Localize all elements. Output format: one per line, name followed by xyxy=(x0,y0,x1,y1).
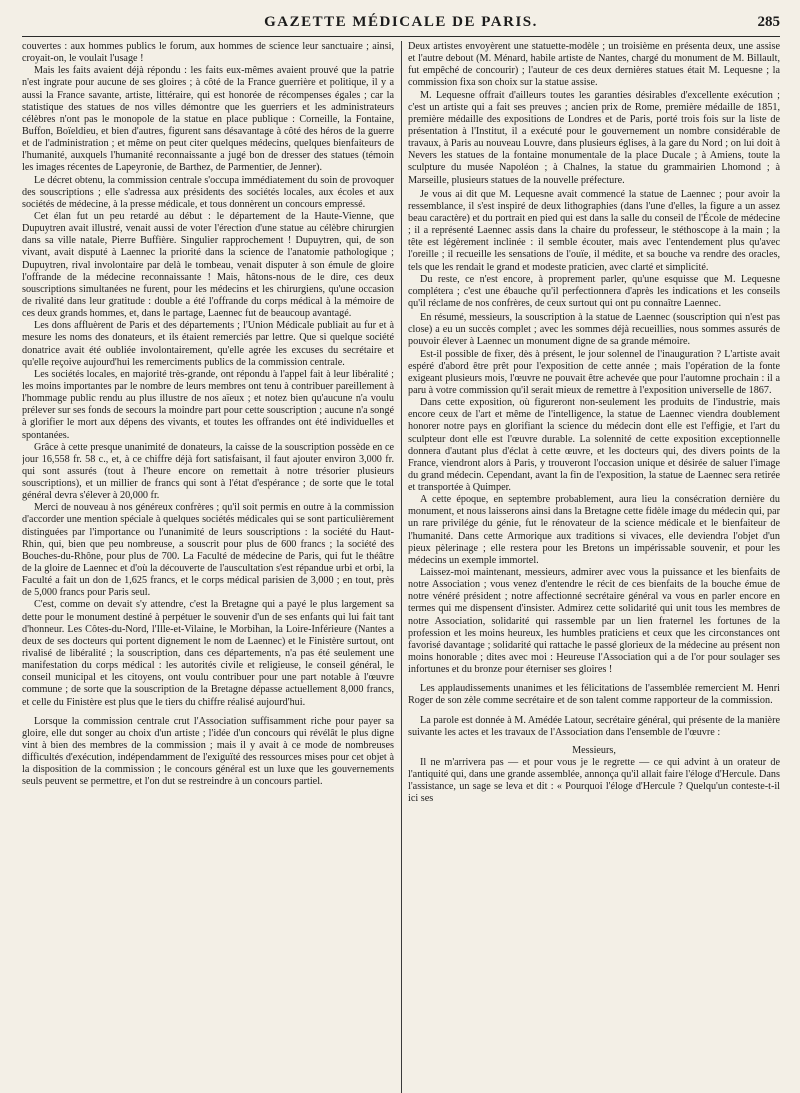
paragraph: Merci de nouveau à nos généreux confrères ; qu'il soit permis en outre à la commission d'accorder une mention spéciale à quelques sociétés médicales qui se sont particulièrement distinguées par l'importance ou l'unanimité de leurs souscriptions : la société du Haut-Rhin, qui, bien que peu nombreuse, a souscrit pour plus de 600 francs ; la société des Bouches-du-Rhône, pour plus de 700. La Faculté de médecine de Paris, qui fut le théâtre de la gloire de Laennec et d'où la découverte de l'auscultation s'est répandue urbi et orbi, la Faculté a fait un don de 1,625 francs, et le corps médical parisien de 3,000 ; en tout, près de 5,000 francs pour Paris seul. xyxy=(22,502,394,599)
paragraph: Cet élan fut un peu retardé au début : le département de la Haute-Vienne, que Dupuytren avait illustré, venait aussi de voter l'érection d'une statue au célèbre chirurgien dans sa ville natale, Pierre Buffière. Singulier rapprochement ! Dupuytren, qui, de son vivant, avait disputé à Laennec la priorité dans la science de l'anatomie pathologique ; Dupuytren, rival involontaire par delà le tombeau, venait disputer à son émule de gloire l'offrande de la médecine reconnaissante ! Mais, hâtons-nous de le dire, ces deux souscriptions simultanées ne furent, pour les médecins et les chirurgiens, qu'une occasion de rivalité dans leur gratitude : double a été l'offrande du corps médical à la mémoire de ces deux grands hommes, et, dans le partage, Laennec fut de beaucoup avantagé. xyxy=(22,210,394,320)
paragraph: Du reste, ce n'est encore, à proprement parler, qu'une esquisse que M. Lequesne complétera ; c'est une ébauche qu'il perfectionnera d'après les indications et les conseils qu'il réclame de nos confrères, de ceux surtout qui ont pu connaître Laennec. xyxy=(408,273,780,309)
paragraph: Il ne m'arrivera pas — et pour vous je le regrette — ce qui advint à un orateur de l'antiquité qui, dans une grande assemblée, annonça qu'il allait faire l'éloge d'Hercule. Dans l'assistance, un sage se leva et dit : « Pourquoi l'éloge d'Hercule ? Quelqu'un conteste-t-il ici ses xyxy=(408,757,780,805)
salutation: Messieurs, xyxy=(572,744,616,756)
journal-title: GAZETTE MÉDICALE DE PARIS. xyxy=(264,14,538,30)
paragraph: C'est, comme on devait s'y attendre, c'est la Bretagne qui a payé le plus largement sa dette pour le monument destiné à perpétuer le souvenir d'un de ses enfants qui lui fait tant d'honneur. Les Côtes-du-Nord, l'Ille-et-Vilaine, le Morbihan, la Loire-Inférieure (Nantes a deux de ses docteurs qui portent dignement le nom de Laennec) et le Finistère surtout, ont rivalisé de libéralité ; la souscription, dans ces départements, n'a pas été seulement une manifestation du corps médical : les autorités civile et religieuse, le conseil général, le conseil municipal et les citoyens, ont voulu contribuer pour une part notable à l'œuvre commune ; de sorte que la souscription de la Bretagne dépasse actuellement 8,000 francs, et celle du Finistère est plus que le tiers du chiffre réalisé aujourd'hui. xyxy=(22,599,394,708)
paragraph: couvertes : aux hommes publics le forum, aux hommes de science leur sanctuaire ; ainsi, croyait-on, le voulait l'usage ! xyxy=(22,41,394,65)
right-column xyxy=(408,41,780,1093)
paragraph: La parole est donnée à M. Amédée Latour, secrétaire général, qui présente de la manière suivante les actes et les travaux de l'Association dans l'ensemble de l'œuvre : xyxy=(408,714,780,738)
paragraph: Les applaudissements unanimes et les félicitations de l'assemblée remercient M. Henri Roger de son zèle comme secrétaire et de son talent comme rapporteur de la commission. xyxy=(408,683,780,707)
paragraph: Je vous ai dit que M. Lequesne avait commencé la statue de Laennec ; pour avoir la ressemblance, il s'est inspiré de deux lithographies (dans l'une d'elles, la figure a un assez beau caractère) et du portrait en pied qui est dans la salle du conseil de l'École de médecine ; il a représenté Laennec assis dans la chaire du professeur, le stéthoscope à la main ; la tête est légèrement inclinée : il semble écouter, mais avec l'entendement plus qu'avec l'oreille ; il recueille les sensations de l'ouïe, il médite, et sa bouche va rendre des oracles, tels que les rendait le grand et modeste praticien, avec clarté et simplicité. xyxy=(408,188,780,273)
left-column xyxy=(22,41,394,1093)
paragraph: Lorsque la commission centrale crut l'Association suffisamment riche pour payer sa gloire, elle dut songer au choix d'un artiste ; l'idée d'un concours qui révélât le plus digne vint à bien des membres de la commission ; mais il y avait à ce mode de nombreuses difficultés d'exécution, indépendamment de l'exiguïté des ressources mises pour cet objet à la disposition de la commission ; le concours général est un luxe que les gouvernements seuls peuvent se permettre, et l'on dut se restreindre à un concours partiel. xyxy=(22,715,394,788)
paragraph: Les sociétés locales, en majorité très-grande, ont répondu à l'appel fait à leur libéralité ; les moins importantes par le nombre de leurs membres ont tenu à contribuer pareillement à l'hommage public rendu au plus illustre de nos aïeux ; et notez bien qu'aucune n'a voulu prélever sur ses fonds de secours la moindre part pour cette souscription ; aucune n'a songé à glorifier le mort aux dépens des vivants, et toutes les offrandes ont été individuelles et spontanées. xyxy=(22,368,394,441)
paragraph: Le décret obtenu, la commission centrale s'occupa immédiatement du soin de provoquer des souscriptions ; elle s'adressa aux présidents des sociétés locales, aux écoles et aux sociétés de médecine, à la presse médicale, et tous donnèrent un concours empressé. xyxy=(22,174,394,210)
paragraph: M. Lequesne offrait d'ailleurs toutes les garanties désirables d'excellente exécution ; c'est un artiste qui a fait ses preuves ; ancien prix de Rome, première médaille de 1851, première médaille des expositions de Londres et de Paris, porté trois fois sur la liste de présentation à l'Institut, il a exécuté pour le gouvernement un nombre considérable de travaux, à Paris au nouveau Louvre, dans plusieurs églises, à la gare du Nord ; on lui doit à Nevers les statues de la fontaine monumentale de la place Ducale ; à Amiens, toute la sculpture du musée Napoléon ; à Chalnes, la statue du grammairien Lhomond ; à Marseille, plusieurs statues de la nouvelle préfecture. xyxy=(408,89,780,186)
paragraph: Deux artistes envoyèrent une statuette-modèle ; un troisième en présenta deux, une assise et l'autre debout (M. Ménard, habile artiste de Nantes, chargé du monument de M. Billault, fut empêché de concourir) ; l'auteur de ces deux dernières statues était M. Lequesne ; la commission fixa son choix sur la statue assise. xyxy=(408,41,780,89)
paragraph: Laissez-moi maintenant, messieurs, admirer avec vous la puissance et les bienfaits de notre Association ; vous venez d'entendre le récit de ces bienfaits de la bouche émue de notre vénéré président ; notre affectionné secrétaire général va vous en parler encore en termes qui me dispensent d'insister. Admirez cette solidarité qui unit tous les membres de notre Association, solidarité qui rassemble par un lien fraternel les fortunes de la profession et les moins heureux, les humbles praticiens et ceux que les circonstances ont favorisé davantage ; solidarité qui rattache le passé glorieux de la médecine au présent non moins honorable ; dites avec moi : Heureuse l'Association qui a de l'or pour soulager ses infortunes et du bronze pour éterniser ses gloires ! xyxy=(408,567,780,676)
paragraph: En résumé, messieurs, la souscription à la statue de Laennec (souscription qui n'est pas close) a eu un succès complet ; avec les sommes déjà recueillies, nous sommes assurés de pouvoir élever à Laennec un monument digne de sa grande mémoire. xyxy=(408,312,780,348)
page-number: 285 xyxy=(757,14,780,30)
paragraph: Est-il possible de fixer, dès à présent, le jour solennel de l'inauguration ? L'artiste avait espéré d'abord être prêt pour l'exposition de cette année ; mais l'opération de la fonte exigeant plusieurs mois, l'œuvre ne pouvait être achevée que pour l'automne prochain : il a paru à votre commission qu'il serait mieux de remettre à l'exposition universelle de 1867. xyxy=(408,348,780,396)
paragraph: Dans cette exposition, où figureront non-seulement les produits de l'industrie, mais encore ceux de l'art et même de l'intelligence, la statue de Laennec viendra doublement honorer notre pays en glorifiant la science du médecin dont elle est l'effigie, et l'art du sculpteur dont elle est l'œuvre durable. La solennité de cette exposition exceptionnelle donnera d'autant plus d'éclat à cette œuvre, et les docteurs qui, des divers points de la France, viendront alors à Paris, y trouveront l'occasion unique et désirée de saluer l'image du grand médecin. Cependant, avant la fin de l'exposition, la statue de Laennec sera retirée et transportée à Quimper. xyxy=(408,397,780,494)
page-header xyxy=(22,14,780,37)
text-columns xyxy=(22,41,780,1093)
paragraph: Les dons affluèrent de Paris et des départements ; l'Union Médicale publiait au fur et à mesure les noms des donateurs, et ils étaient remerciés par lettre. Que si quelque société donatrice avait été oubliée involontairement, qu'elle agrée les excuses du secrétaire et qu'elle reçoive aujourd'hui les remerciments publics de la commission centrale. xyxy=(22,320,394,368)
paragraph: A cette époque, en septembre probablement, aura lieu la consécration dernière du monument, et nous laisserons ainsi dans la Bretagne cette fidèle image du médecin qui, par un rare privilége du génie, fut le rénovateur de la science médicale et le bienfaiteur de l'humanité. Dans cette Armorique aux traditions si vivaces, elle deviendra l'objet d'un pieux pèlerinage ; elle restera pour les Bretons un impérissable souvenir, et pour les médecins un exemple immortel. xyxy=(408,494,780,566)
paragraph: Mais les faits avaient déjà répondu : les faits eux-mêmes avaient prouvé que la patrie n'est ingrate pour aucune de ses gloires ; à côté de la France guerrière et politique, il y a aussi la France savante, artiste, littéraire, qui est honorée de récompenses égales ; car la statistique des statues de nos villes démontre que les guerriers et les administrateurs célèbres n'ont pas le monopole de la statue en place publique : Corneille, la Fontaine, Buffon, Boïeldieu, et bien d'autres, figurent sans désavantage à côté des héros de la guerre et de l'administration ; et même on peut citer quelques médecins, quelques bienfaiteurs de l'humanité, auxquels l'humanité reconnaissante a jugé bon de dresser des statues (témoin les images récentes de Lapeyronie, de Barthez, de Parmentier, de Jenner). xyxy=(22,65,394,174)
column-divider xyxy=(401,41,402,1093)
paragraph: Grâce à cette presque unanimité de donateurs, la caisse de la souscription possède en ce jour 16,558 fr. 58 c., et, à ce chiffre déjà fort satisfaisant, il faut ajouter environ 3,000 fr. qui sont assurés (tout à l'heure encore on remettait à notre trésorier plusieurs souscriptions), et un millier de francs qui sont à l'état d'espérance ; de sorte que le total général devra s'élever à 20,000 fr. xyxy=(22,441,394,502)
